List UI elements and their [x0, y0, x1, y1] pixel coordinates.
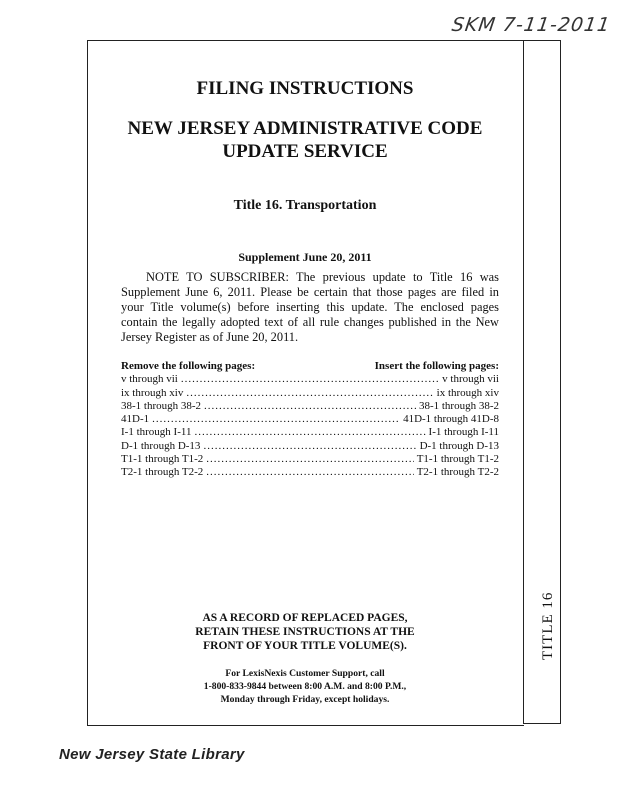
subscriber-note: NOTE TO SUBSCRIBER: The previous update to Title 16 was Supplement June 6, 2011. Please be certain that those pages are filed in your Title volume(s) before inserting this update. The enclosed pages contain the legally adopted text of all rule changes published in the New Jersey Register as of June 20, 2011. [121, 270, 499, 344]
table-row [121, 373, 499, 386]
remove-column-header: Remove the following pages: [121, 360, 256, 372]
leader-dots [194, 426, 425, 439]
record-notice [87, 611, 523, 653]
insert-pages: I-1 through I-11 [428, 426, 499, 439]
support-line-1: For LexisNexis Customer Support, call [225, 668, 385, 679]
table-row [121, 400, 499, 413]
record-line-2: RETAIN THESE INSTRUCTIONS AT THE [195, 626, 415, 638]
filing-table [121, 360, 499, 480]
remove-pages: v through vii [121, 373, 178, 386]
table-row [121, 440, 499, 453]
insert-pages: v through vii [442, 373, 499, 386]
remove-pages: 41D-1 [121, 413, 150, 426]
record-line-1: AS A RECORD OF REPLACED PAGES, [202, 612, 408, 624]
leader-dots [206, 453, 413, 466]
leader-dots [181, 373, 439, 386]
leader-dots [206, 466, 413, 479]
support-line-2: 1-800-833-9844 between 8:00 A.M. and 8:00 P.M., [203, 681, 407, 692]
supplement-date: Supplement June 20, 2011 [238, 250, 372, 264]
table-row [121, 413, 499, 426]
customer-support-notice [87, 667, 523, 706]
insert-pages: 38-1 through 38-2 [418, 399, 499, 412]
insert-column-header: Insert the following pages: [374, 360, 499, 372]
remove-pages: T2-1 through T2-2 [121, 466, 204, 479]
insert-pages: D-1 through D-13 [419, 439, 499, 452]
insert-pages: T1-1 through T1-2 [416, 453, 499, 466]
insert-pages: ix through xiv [436, 386, 499, 399]
library-stamp: New Jersey State Library [59, 746, 245, 763]
document-subtitle [87, 117, 523, 163]
title-tab-label: TITLE 16 [540, 591, 556, 660]
leader-dots [152, 413, 400, 426]
filing-table-header [121, 360, 499, 373]
insert-pages: T2-1 through T2-2 [416, 466, 499, 479]
remove-pages: D-1 through D-13 [121, 439, 201, 452]
title-name: Title 16. Transportation [233, 198, 377, 213]
handwritten-initials-date: SKM 7-11-2011 [450, 14, 612, 36]
document-title: FILING INSTRUCTIONS [196, 78, 414, 99]
table-row [121, 426, 499, 439]
insert-pages: 41D-1 through 41D-8 [403, 413, 499, 426]
table-row [121, 453, 499, 466]
remove-pages: 38-1 through 38-2 [121, 399, 202, 412]
remove-pages: T1-1 through T1-2 [121, 453, 204, 466]
leader-dots [186, 387, 433, 400]
remove-pages: I-1 through I-11 [121, 426, 192, 439]
table-row [121, 466, 499, 479]
support-line-3: Monday through Friday, except holidays. [220, 694, 390, 705]
subtitle-line-2: UPDATE SERVICE [222, 141, 388, 162]
subtitle-line-1: NEW JERSEY ADMINISTRATIVE CODE [127, 118, 483, 139]
record-line-3: FRONT OF YOUR TITLE VOLUME(S). [203, 640, 407, 652]
leader-dots [203, 440, 416, 453]
table-row [121, 387, 499, 400]
remove-pages: ix through xiv [121, 386, 184, 399]
leader-dots [204, 400, 416, 413]
